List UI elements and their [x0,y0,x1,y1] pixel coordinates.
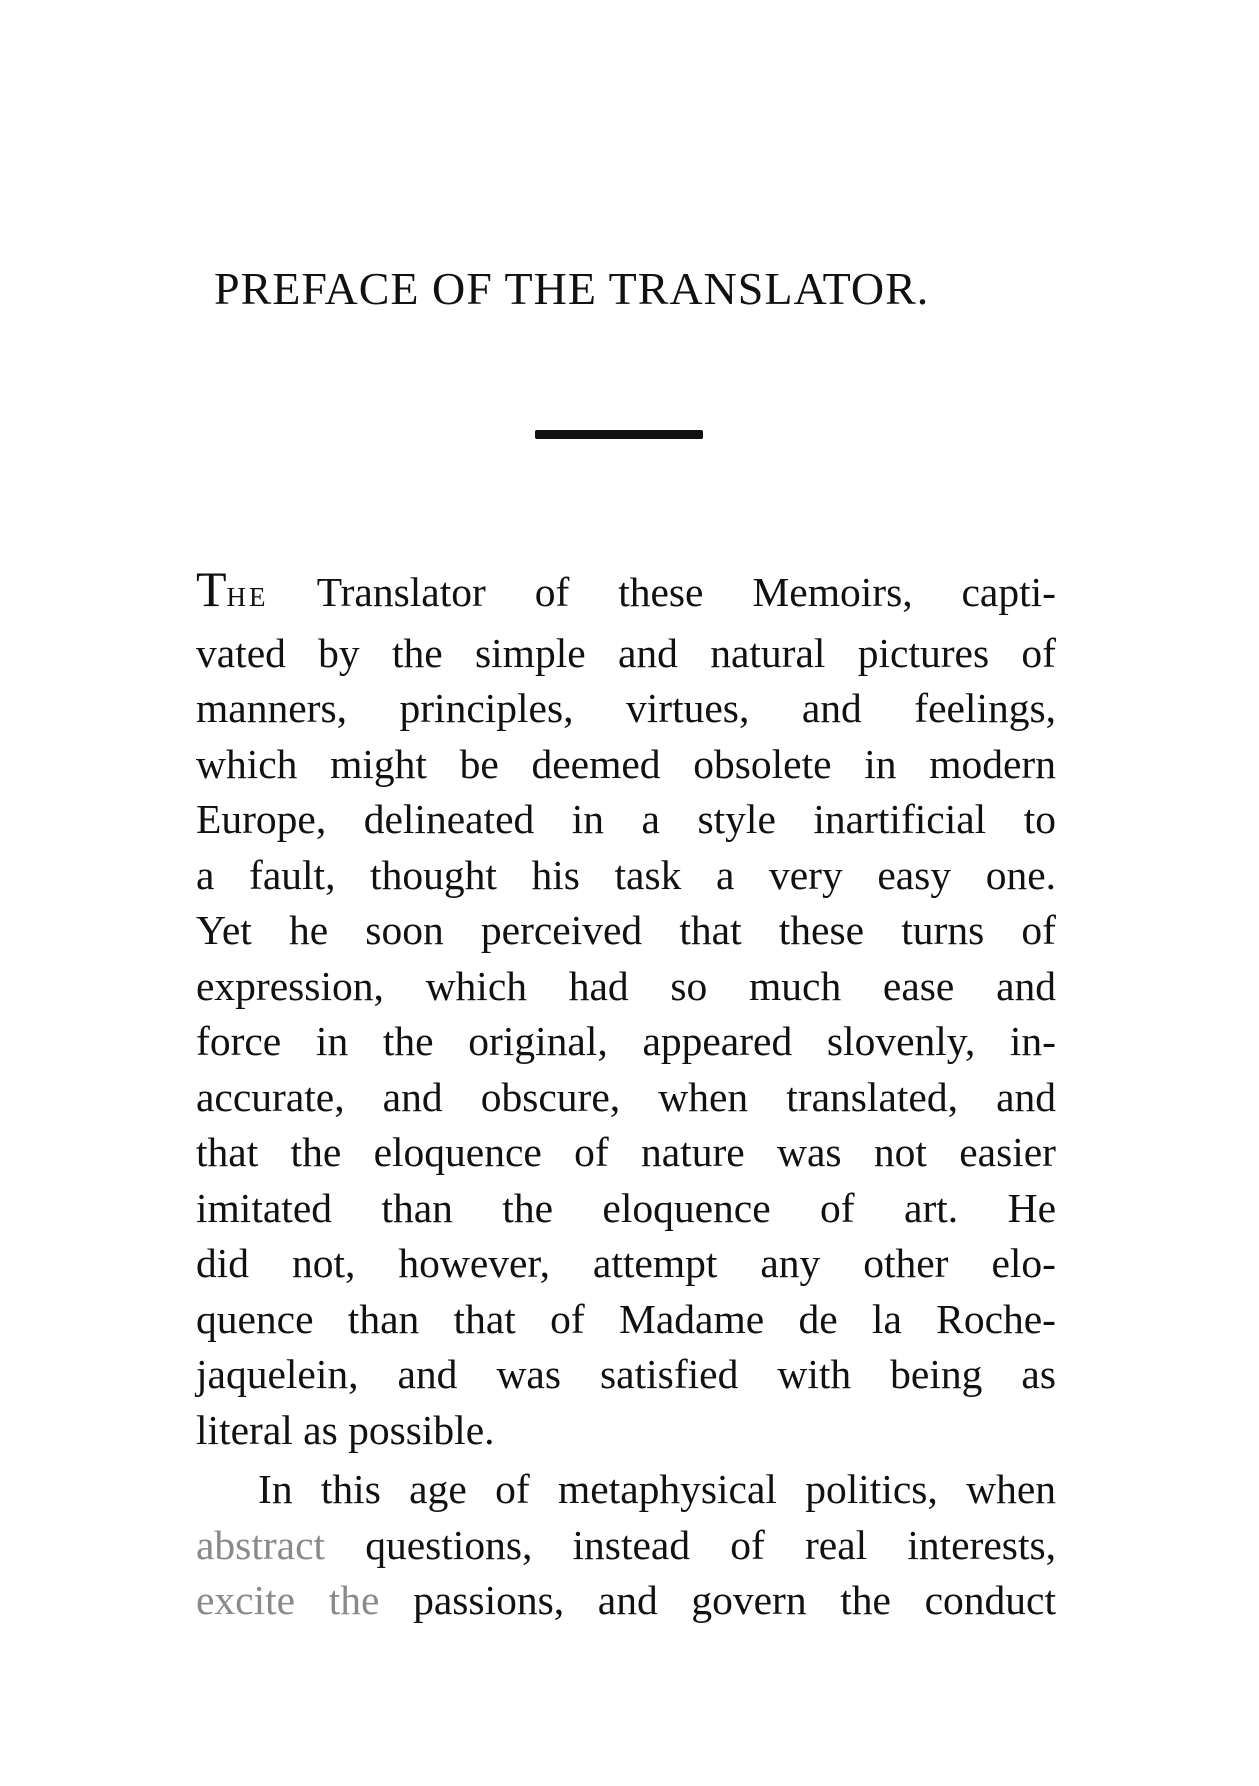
text-line: Europe, delineated in a style inartificial to [196,796,1056,842]
drop-cap: T [196,561,227,617]
page-title: PREFACE OF THE TRANSLATOR. [214,263,930,314]
text-line: jaquelein, and was satisfied with being as [196,1351,1056,1397]
text-line [196,1573,1056,1629]
text-line: imitated than the eloquence of art. He [196,1184,1056,1231]
faded-text: excite the [196,1577,380,1623]
text-line: literal as possible. [196,1406,495,1453]
paragraph-2-first-line: In this age of metaphysical politics, when [258,1466,1056,1512]
paragraph-1-first-line [196,562,1056,626]
text-line: a fault, thought his task a very easy one. [196,851,1056,898]
text-line: expression, which had so much ease and [196,962,1056,1009]
text-line: quence than that of Madame de la Roche- [196,1295,1056,1342]
text-line: Yet he soon perceived that these turns of [196,907,1056,953]
text-line: which might be deemed obsolete in modern [196,740,1056,787]
text-line: manners, principles, virtues, and feelings, [196,685,1056,731]
text-fragment: passions, and govern the conduct [379,1577,1056,1623]
ornamental-rule [535,430,703,439]
text-line: did not, however, attempt any other elo- [196,1240,1056,1286]
text-line: vated by the simple and natural pictures of [196,629,1056,676]
small-caps: HE [226,582,269,612]
text-line: force in the original, appeared slovenly, in- [196,1018,1056,1064]
faded-text: abstract [196,1521,326,1568]
text-line: Translator of these Memoirs, capti- [316,569,1056,615]
text-line: that the eloquence of nature was not easier [196,1129,1056,1175]
text-fragment: questions, instead of real interests, [325,1521,1056,1568]
text-line: accurate, and obscure, when translated, and [196,1073,1056,1120]
preface-body [196,562,1056,1629]
text-line [196,1518,1056,1574]
